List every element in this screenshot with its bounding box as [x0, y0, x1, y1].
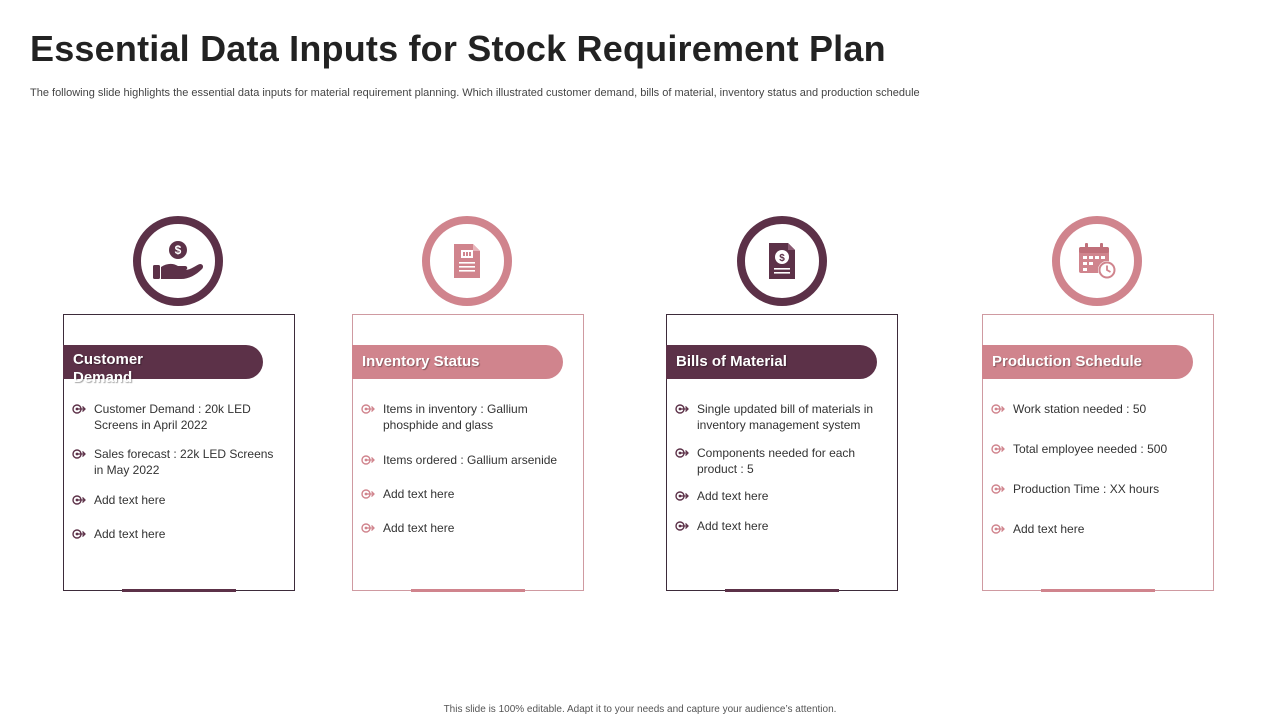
bills-of-material-heading: Bills of Material [666, 345, 877, 379]
heading-line: Demand [73, 369, 133, 386]
target-arrow-icon [361, 401, 383, 419]
list-item: Customer Demand : 20k LED Screens in April 2022 [72, 401, 280, 433]
list-item: Items in inventory : Gallium phosphide and glass [361, 401, 569, 433]
target-arrow-icon [675, 488, 697, 506]
list-item: Add text here [72, 526, 280, 544]
target-arrow-icon [72, 526, 94, 544]
list-item: Single updated bill of materials in inventory management system [675, 401, 883, 433]
card-accent-bar [725, 589, 839, 592]
card-accent-bar [411, 589, 525, 592]
list-item: Total employee needed : 500 [991, 441, 1199, 459]
list-item: Production Time : XX hours [991, 481, 1199, 499]
target-arrow-icon [361, 486, 383, 504]
inventory-status-icon-circle [422, 216, 512, 306]
list-item: Add text here [361, 486, 569, 504]
list-item: Components needed for each product : 5 [675, 445, 883, 477]
card-accent-bar [122, 589, 236, 592]
list-item: Add text here [675, 518, 883, 536]
page-title: Essential Data Inputs for Stock Requirement Plan [30, 28, 886, 69]
target-arrow-icon [72, 446, 94, 464]
target-arrow-icon [361, 520, 383, 538]
dollar-bill-document-icon [767, 242, 797, 280]
production-schedule-icon-circle [1052, 216, 1142, 306]
list-item: Work station needed : 50 [991, 401, 1199, 419]
svg-text:$: $ [779, 253, 785, 264]
target-arrow-icon [991, 481, 1013, 499]
inventory-document-icon [452, 243, 482, 279]
bills-of-material-card [666, 314, 898, 591]
page-subtitle: The following slide highlights the essential data inputs for material requirement planning. Which illustrated customer demand, bills of material, inventory status and production schedule [30, 87, 920, 99]
target-arrow-icon [991, 521, 1013, 539]
customer-demand-heading [63, 345, 263, 386]
footer-note: This slide is 100% editable. Adapt it to your needs and capture your audience’s attention. [443, 704, 837, 715]
list-item: Add text here [675, 488, 883, 506]
bills-of-material-icon-circle [737, 216, 827, 306]
target-arrow-icon [675, 401, 697, 419]
calendar-clock-icon [1077, 242, 1117, 280]
target-arrow-icon [991, 401, 1013, 419]
list-item: Sales forecast : 22k LED Screens in May 2022 [72, 446, 280, 478]
target-arrow-icon [72, 401, 94, 419]
production-schedule-card [982, 314, 1214, 591]
inventory-status-card [352, 314, 584, 591]
list-item: Items ordered : Gallium arsenide [361, 452, 569, 470]
card-accent-bar [1041, 589, 1155, 592]
inventory-status-heading: Inventory Status [352, 345, 563, 379]
list-item: Add text here [361, 520, 569, 538]
target-arrow-icon [991, 441, 1013, 459]
target-arrow-icon [361, 452, 383, 470]
list-item: Add text here [72, 492, 280, 510]
production-schedule-heading: Production Schedule [982, 345, 1193, 379]
list-item: Add text here [991, 521, 1199, 539]
svg-text:$: $ [174, 243, 182, 257]
target-arrow-icon [72, 492, 94, 510]
heading-line: Customer [73, 351, 144, 368]
hand-dollar-icon [151, 239, 205, 283]
target-arrow-icon [675, 445, 697, 463]
customer-demand-icon-circle [133, 216, 223, 306]
customer-demand-card [63, 314, 295, 591]
target-arrow-icon [675, 518, 697, 536]
